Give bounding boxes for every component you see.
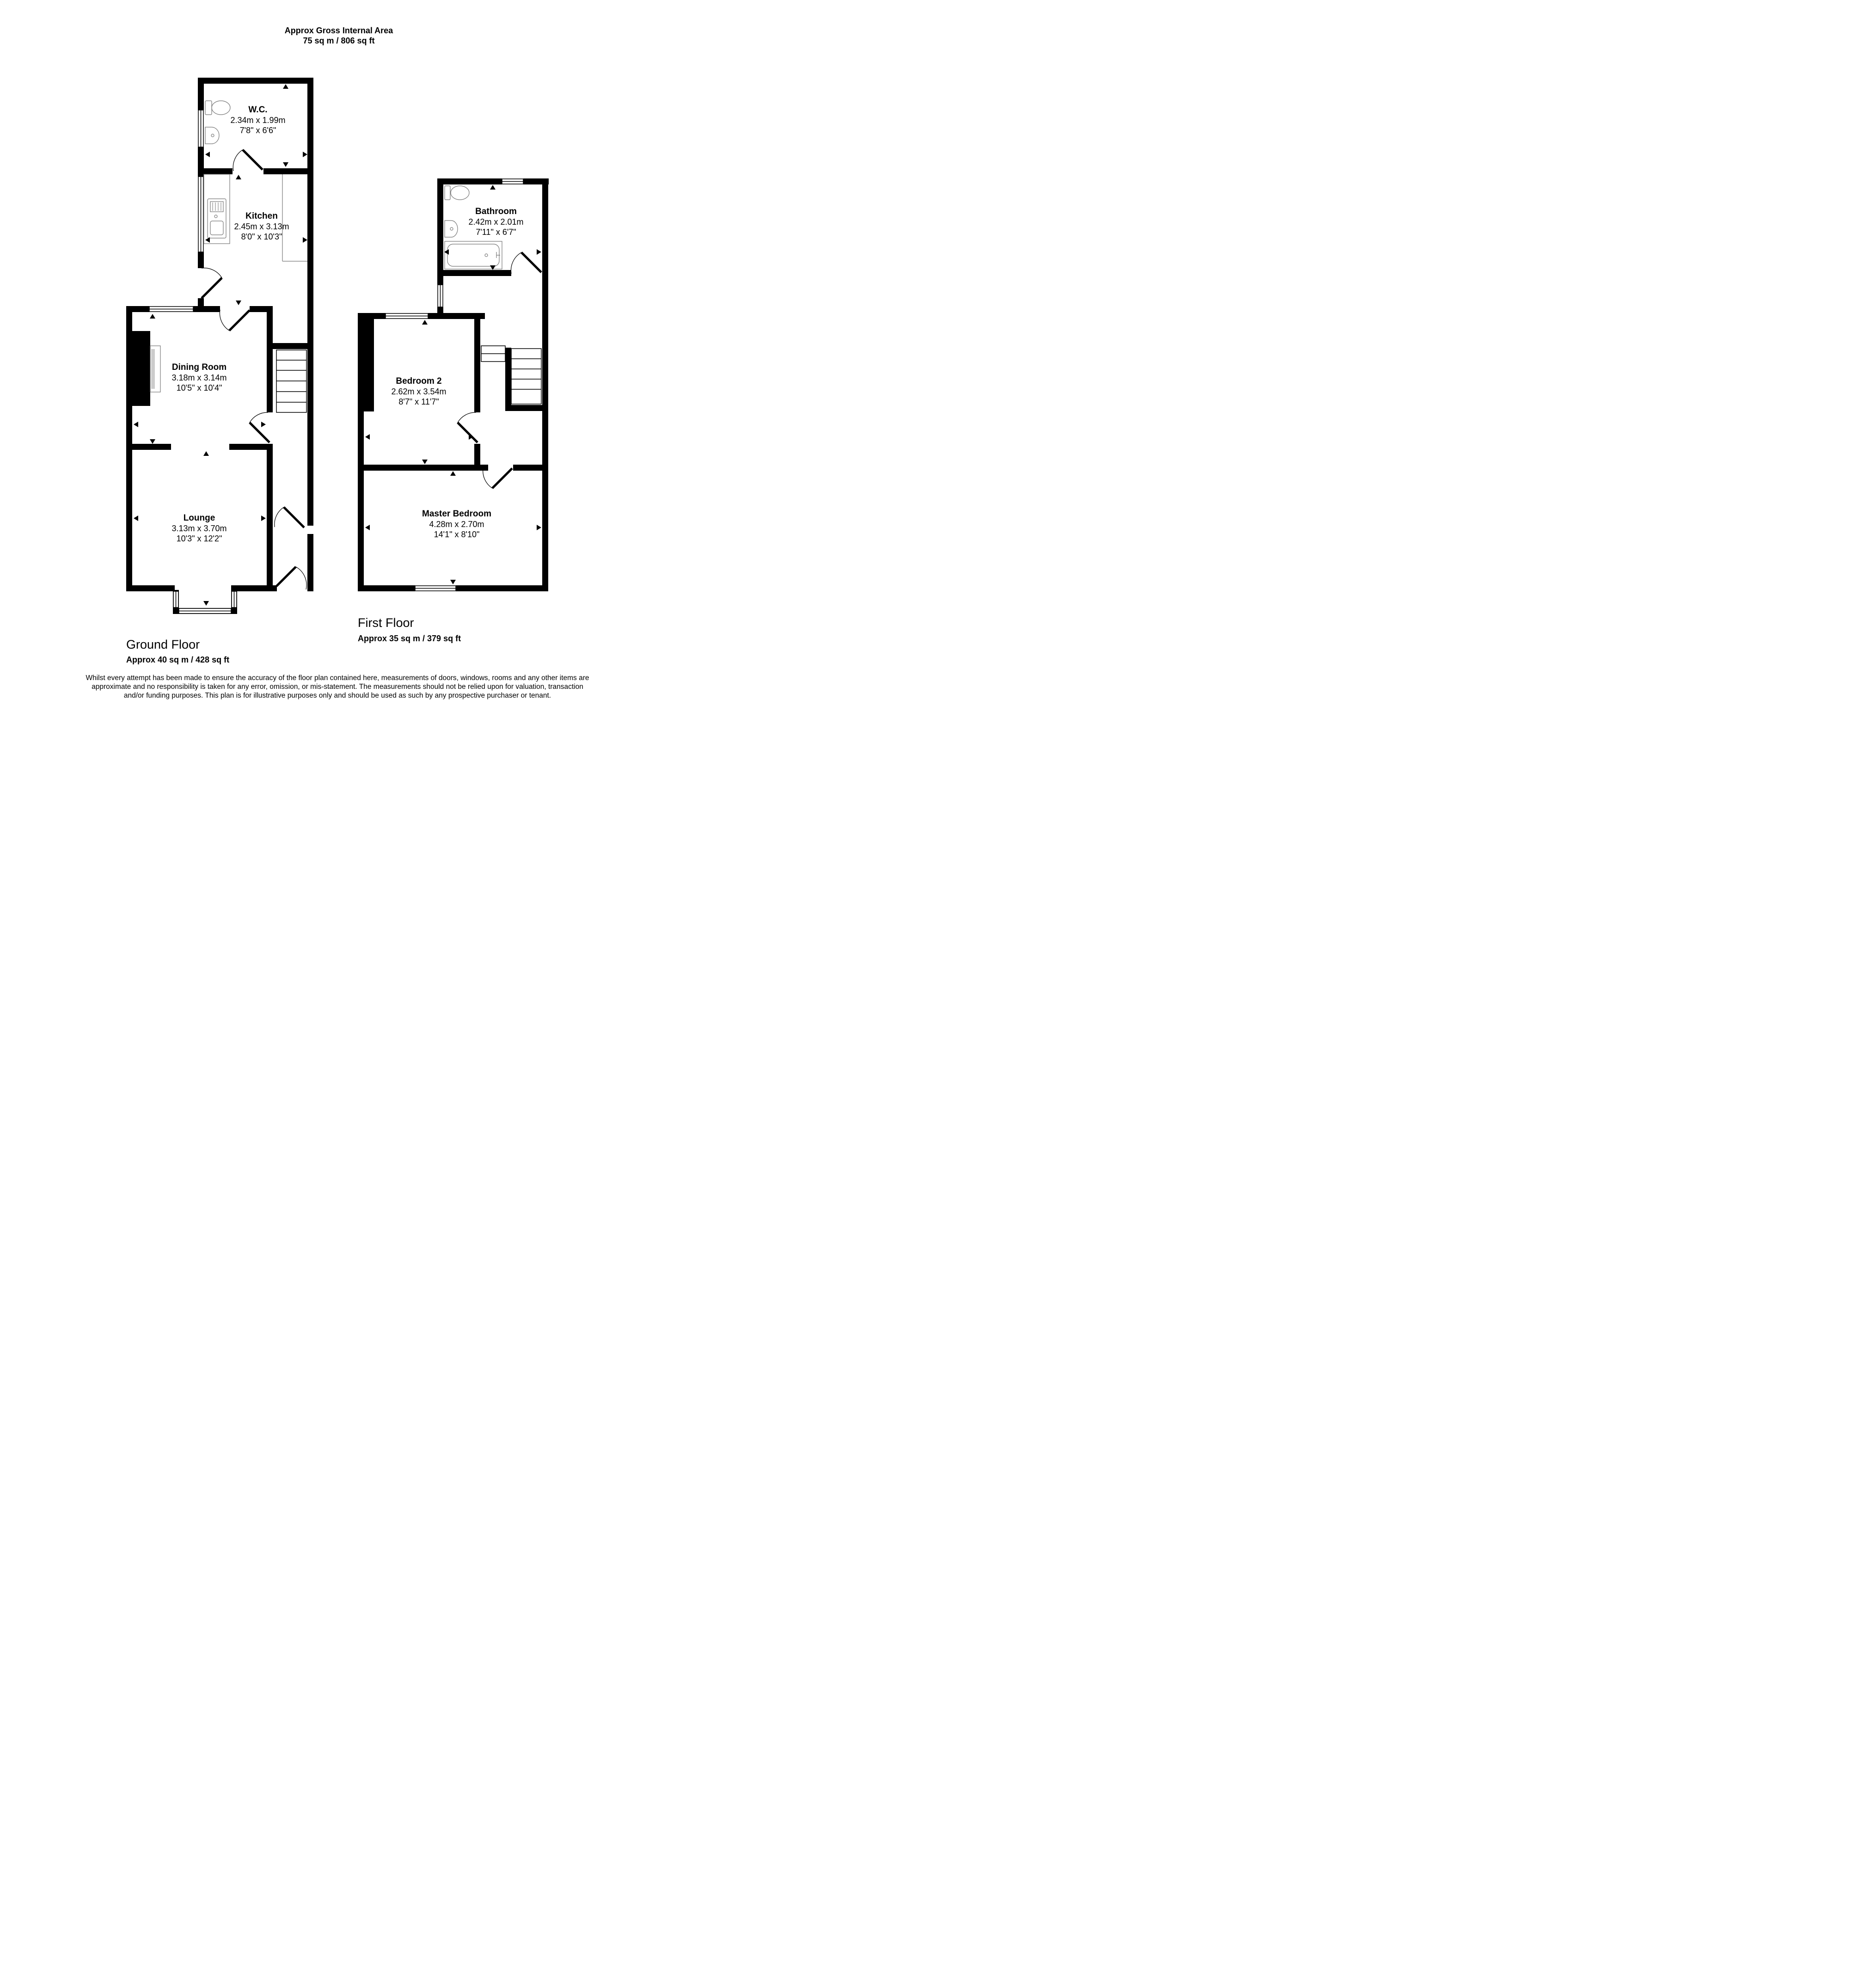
landing-window xyxy=(438,285,443,307)
bedroom2-walls xyxy=(358,313,548,591)
room-metric: 2.45m x 3.13m xyxy=(234,222,289,231)
bathroom-door xyxy=(511,252,541,274)
kitchen-window xyxy=(198,177,203,252)
room-label-dining-room xyxy=(171,362,227,393)
bathroom-basin-icon xyxy=(445,221,458,237)
room-name: Kitchen xyxy=(245,211,278,221)
room-name: Bedroom 2 xyxy=(396,376,442,386)
room-imperial: 14'1" x 8'10" xyxy=(434,530,480,539)
floor-plan-drawing xyxy=(0,0,678,729)
first-floor-area: Approx 35 sq m / 379 sq ft xyxy=(358,634,461,643)
room-metric: 2.42m x 2.01m xyxy=(468,217,524,227)
room-metric: 2.62m x 3.54m xyxy=(391,387,447,396)
bath-icon xyxy=(445,241,502,269)
room-label-bathroom xyxy=(468,207,523,237)
room-metric: 4.28m x 2.70m xyxy=(429,520,484,529)
room-label-master-bedroom xyxy=(422,509,491,540)
hall-cupboard-door xyxy=(275,507,304,528)
ground-floor-area: Approx 40 sq m / 428 sq ft xyxy=(126,655,230,664)
wc-door xyxy=(233,150,263,171)
kitchen-back-door xyxy=(202,268,222,298)
first-stairs xyxy=(481,346,541,404)
front-door xyxy=(276,567,306,589)
fireplace xyxy=(132,331,160,406)
room-label-lounge xyxy=(171,513,227,544)
room-metric: 2.34m x 1.99m xyxy=(230,116,286,125)
ground-stairs xyxy=(276,350,306,412)
gross-area-title: Approx Gross Internal Area xyxy=(284,26,393,35)
bedroom2-window xyxy=(386,313,428,319)
room-name: Lounge xyxy=(183,513,215,523)
master-window xyxy=(415,586,456,591)
hall-walls xyxy=(272,343,313,591)
room-name: Dining Room xyxy=(171,362,227,372)
room-imperial: 8'7" x 11'7" xyxy=(398,397,439,406)
room-metric: 3.18m x 3.14m xyxy=(171,373,227,382)
room-name: Bathroom xyxy=(475,207,517,216)
gross-area-value: 75 sq m / 806 sq ft xyxy=(303,36,375,45)
dining-hall-door xyxy=(250,412,269,442)
room-imperial: 7'8" x 6'6" xyxy=(239,126,276,135)
bathroom-toilet-icon xyxy=(445,186,469,200)
dining-window xyxy=(149,307,193,312)
room-imperial: 8'0" x 10'3" xyxy=(241,232,282,241)
room-label-bedroom-2 xyxy=(391,376,446,407)
room-metric: 3.13m x 3.70m xyxy=(171,524,227,533)
bedroom2-door xyxy=(458,412,478,442)
wc-window xyxy=(198,110,203,147)
room-label-wc xyxy=(230,105,285,135)
master-door xyxy=(483,468,512,488)
room-label-kitchen xyxy=(234,211,289,242)
room-imperial: 7'11" x 6'7" xyxy=(476,227,516,237)
room-imperial: 10'3" x 12'2" xyxy=(176,534,222,543)
bathroom-window xyxy=(502,179,523,184)
wc-basin-icon xyxy=(205,127,219,144)
dining-door xyxy=(220,310,250,331)
ground-floor-title: Ground Floor xyxy=(126,638,200,651)
room-name: W.C. xyxy=(248,105,268,115)
room-name: Master Bedroom xyxy=(422,509,491,519)
disclaimer-text: Whilst every attempt has been made to ensure the accuracy of the floor plan contained here, measurements of doors, windows, rooms and any other items are approximate and no responsibility is taken for any error, omission, or mis-statement. The measurements should not be relied upon for valuation, transaction and/or funding purposes. This plan is for illustrative purposes only and should be used as such by any prospective purchaser or tenant. xyxy=(86,674,589,699)
first-floor-title: First Floor xyxy=(358,616,414,630)
kitchen-drainer-lines xyxy=(213,202,221,211)
room-imperial: 10'5" x 10'4" xyxy=(176,383,222,393)
wc-toilet-icon xyxy=(205,101,230,115)
